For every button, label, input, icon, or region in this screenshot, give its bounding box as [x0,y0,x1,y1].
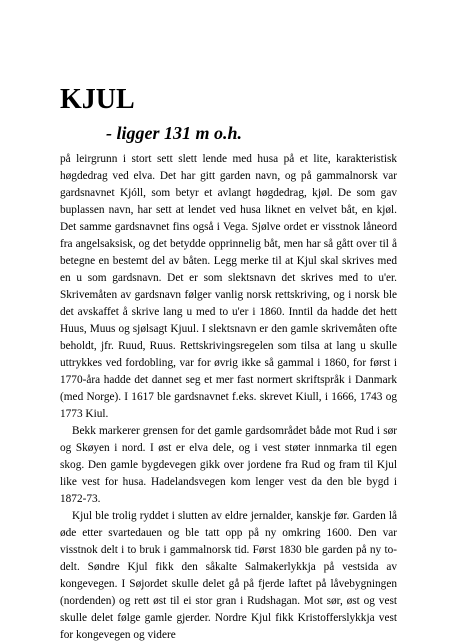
paragraph-3: Kjul ble trolig ryddet i slutten av eldre jernalder, kanskje før. Garden lå øde etter svartedauen og ble tatt opp på ny omkring 1600. Den var visstnok delt i to bruk i gammalnorsk tid. Først 1830 ble garden på ny to-delt. Søndre Kjul fikk den såkalte Salmakerlykkja på vestsida av kongevegen. I Søjordet skulle delet gå på fjerde laftet på låvebygningen (nordenden) og rett øst til ei stor gran i Rudshagan. Mot sør, øst og vest skulle delet følge gamle gjerder. Nordre Kjul fikk Kristofferslykkja vest for kongevegen og videre [60,510,397,641]
page-subtitle: - ligger 131 m o.h. [106,123,243,143]
page-title: KJUL [60,84,135,115]
paragraph-2: Bekk markerer grensen for det gamle gardsområdet både mot Rud i sør og Skøyen i nord. I øst er elva dele, og i vest støter innmarka til egen skog. Den gamle bygdevegen gikk over jordene fra Rud og fram til Kjul like vest for husa. Hadelandsvegen kom lenger vest da den ble bygd i 1872-73. [60,425,397,505]
body-text [60,151,397,644]
paragraph-1: på leirgrunn i stort sett slett lende med husa på et lite, karakteristisk høgdedrag ved elva. Det har gitt garden navn, og på gammalnorsk var gardsnavnet Kjóll, som betyr et avlangt høgdedrag, kjøl. De som gav buplassen navn, har sett at lendet ved husa liknet en velvet båt, en kjøl. Det samme gardsnavnet fins også i Vega. Sjølve ordet er visstnok låneord fra angelsaksisk, og det betydde opprinnelig båt, men har så gått over til å betegne en bestemt del av båten. Legg merke til at Kjul skal skrives med en u som gardsnavn. Det er som slektsnavn det skrives med to u'er. Skrivemåten av gardsnavn følger vanlig norsk rettskriving, og i norsk ble det avskaffet å skrive lang u med to u'er i 1860. Inntil da hadde det hett Huus, Muus og sjølsagt Kjuul. I slektsnavn er den gamle skrivemåten ofte beholdt, jfr. Ruud, Ruus. Rettskrivingsregelen som tilsa at lang u skulle uttrykkes ved fordobling, var for øvrig ikke så gammal i 1860, for først i 1770-åra hadde det dannet seg et mer fast normert skriftspråk i Danmark (med Norge). I 1617 ble gardsnavnet f.eks. skrevet Kiull, i 1666, 1743 og 1773 Kiul. [60,153,397,420]
